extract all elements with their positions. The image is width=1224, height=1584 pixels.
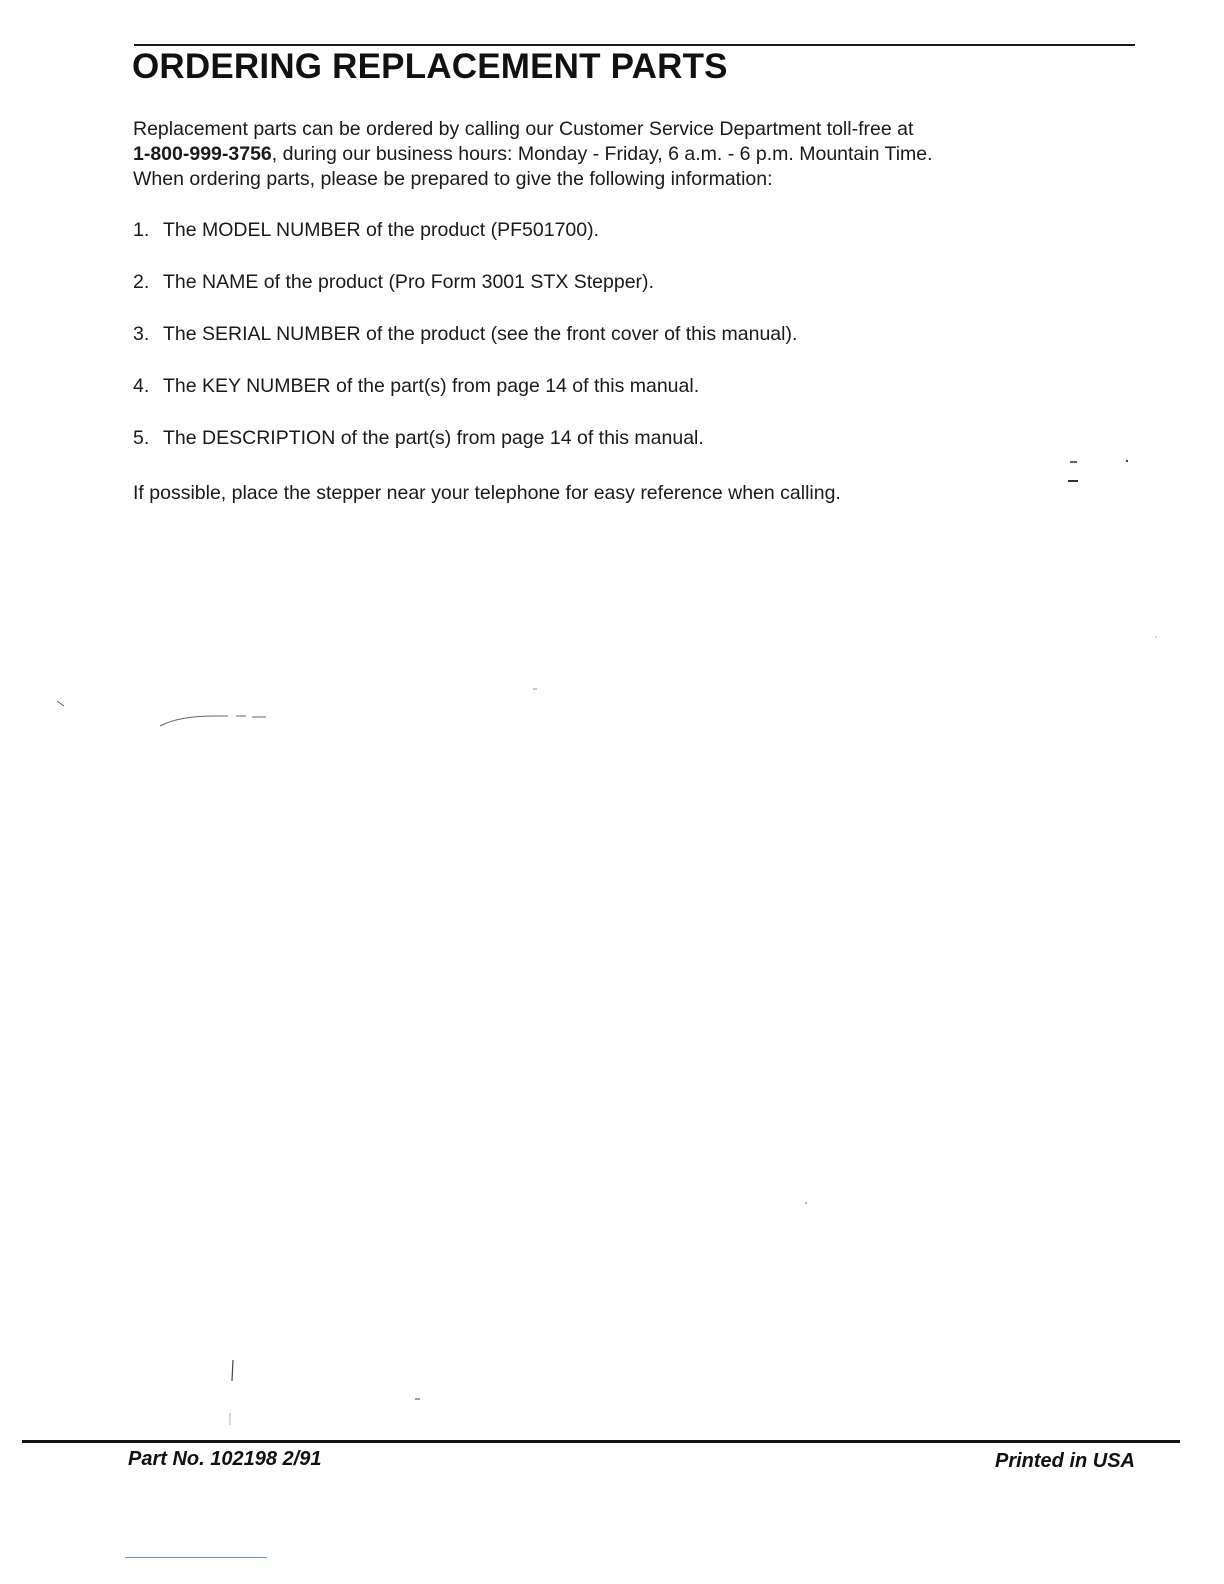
page-title: ORDERING REPLACEMENT PARTS (132, 47, 728, 86)
intro-line-1: Replacement parts can be ordered by calling our Customer Service Department toll-free at (133, 118, 914, 140)
list-item-number: 3. (133, 323, 150, 345)
phone-number: 1-800-999-3756 (133, 143, 272, 165)
list-item-number: 5. (133, 427, 150, 449)
list-item-text: The KEY NUMBER of the part(s) from page 14 of this manual. (163, 375, 700, 397)
business-hours-text: , during our business hours: Monday - Friday, 6 a.m. - 6 p.m. Mountain Time. (271, 143, 933, 165)
list-item-number: 1. (133, 219, 150, 241)
intro-paragraph (133, 117, 1093, 192)
list-item-number: 4. (133, 375, 150, 397)
list-item-number: 2. (133, 271, 150, 293)
list-item-text: The NAME of the product (Pro Form 3001 STX Stepper). (163, 271, 654, 293)
bottom-rule (22, 1440, 1180, 1443)
part-number: Part No. 102198 2/91 (128, 1448, 322, 1470)
intro-line-2 (133, 142, 1093, 167)
list-item-text: The MODEL NUMBER of the product (PF501700). (163, 219, 600, 241)
list-item-text: The DESCRIPTION of the part(s) from page 14 of this manual. (163, 427, 704, 449)
list-item (133, 217, 797, 269)
list-item-text: The SERIAL NUMBER of the product (see the front cover of this manual). (163, 323, 798, 345)
closing-note: If possible, place the stepper near your telephone for easy reference when calling. (133, 482, 841, 504)
list-item (133, 321, 797, 373)
margin-mark (125, 1557, 267, 1558)
list-item (133, 373, 797, 425)
intro-line-3: When ordering parts, please be prepared to give the following information: (133, 168, 773, 190)
information-list (133, 217, 797, 477)
list-item (133, 425, 797, 477)
list-item (133, 269, 797, 321)
printed-in-label: Printed in USA (994, 1450, 1135, 1472)
